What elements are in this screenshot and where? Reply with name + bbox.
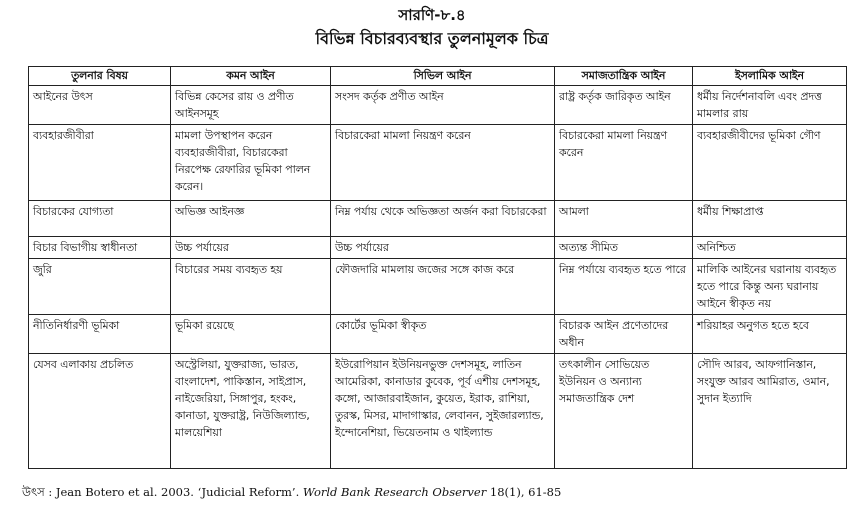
row-label: বিচার বিভাগীয় স্বাধীনতা — [29, 237, 171, 259]
table-cell: বিচারক আইন প্রণেতাদের অধীন — [555, 315, 693, 354]
table-cell: তৎকালীন সোভিয়েত ইউনিয়ন ও অন্যান্য সমাজতান্ত্রিক দেশ — [555, 354, 693, 469]
table-cell: ফৌজদারি মামলায় জজের সঙ্গে কাজ করে — [331, 259, 555, 315]
table-cell: সৌদি আরব, আফগানিস্তান, সংযুক্ত আরব আমিরাত, ওমান, সুদান ইত্যাদি — [693, 354, 847, 469]
row-label: বিচারকের যোগ্যতা — [29, 201, 171, 237]
table-cell: উচ্চ পর্যায়ের — [171, 237, 331, 259]
table-cell: অত্যন্ত সীমিত — [555, 237, 693, 259]
table-cell: বিচারের সময় ব্যবহৃত হয় — [171, 259, 331, 315]
table-cell: নিম্ন পর্যায় থেকে অভিজ্ঞতা অর্জন করা বিচারকেরা — [331, 201, 555, 237]
table-cell: কোর্টের ভূমিকা স্বীকৃত — [331, 315, 555, 354]
table-row — [29, 237, 847, 259]
column-header-socialist-law: সমাজতান্ত্রিক আইন — [555, 67, 693, 86]
comparison-table — [28, 66, 847, 469]
table-cell: মালিকি আইনের ঘরানায় ব্যবহৃত হতে পারে কিন্তু অন্য ঘরানায় আইনে স্বীকৃত নয় — [693, 259, 847, 315]
source-prefix: উৎস : Jean Botero et al. 2003. ‘Judicial Reform’. — [22, 485, 300, 499]
table-cell: বিচারকেরা মামলা নিয়ন্ত্রণ করেন — [331, 125, 555, 201]
table-row — [29, 315, 847, 354]
table-cell: মামলা উপস্থাপন করেন ব্যবহারজীবীরা, বিচারকেরা নিরপেক্ষ রেফারির ভূমিকা পালন করেন। — [171, 125, 331, 201]
column-header-islamic-law: ইসলামিক আইন — [693, 67, 847, 86]
table-number: সারণি-৮.৪ — [398, 6, 466, 24]
table-cell: অভিজ্ঞ আইনজ্ঞ — [171, 201, 331, 237]
table-row — [29, 354, 847, 469]
table-cell: শরিয়াহর অনুগত হতে হবে — [693, 315, 847, 354]
table-cell: আমলা — [555, 201, 693, 237]
table-cell: সংসদ কর্তৃক প্রণীত আইন — [331, 86, 555, 125]
table-cell: অনিশ্চিত — [693, 237, 847, 259]
header-row — [29, 67, 847, 86]
table-row — [29, 125, 847, 201]
table-cell: ব্যবহারজীবীদের ভূমিকা গৌণ — [693, 125, 847, 201]
table-cell: অস্ট্রেলিয়া, যুক্তরাজ্য, ভারত, বাংলাদেশ, পাকিস্তান, সাইপ্রাস, নাইজেরিয়া, সিঙ্গাপুর, হংকং, কানাডা, যুক্তরাষ্ট্র, নিউজিল্যান্ড, মালয়েশিয়া — [171, 354, 331, 469]
table-cell: ধর্মীয় নির্দেশনাবলি এবং প্রদত্ত মামলার রায় — [693, 86, 847, 125]
column-header-civil-law: সিভিল আইন — [331, 67, 555, 86]
row-label: যেসব এলাকায় প্রচলিত — [29, 354, 171, 469]
table-row — [29, 86, 847, 125]
table-cell: নিম্ন পর্যায়ে ব্যবহৃত হতে পারে — [555, 259, 693, 315]
table-cell: বিচারকেরা মামলা নিয়ন্ত্রণ করেন — [555, 125, 693, 201]
table-title: বিভিন্ন বিচারব্যবস্থার তুলনামূলক চিত্র — [315, 29, 549, 48]
table-cell: রাষ্ট্র কর্তৃক জারিকৃত আইন — [555, 86, 693, 125]
table-cell: ইউরোপিয়ান ইউনিয়নভুক্ত দেশসমূহ, লাতিন আমেরিকা, কানাডার কুবেক, পূর্ব এশীয় দেশসমূহ, কঙ্গো, আজারবাইজান, কুয়েত, ইরাক, রাশিয়া, তুরস্ক, মিসর, মাদাগাস্কার, লেবানন, সুইজারল্যান্ড, ইন্দোনেশিয়া, ভিয়েতনাম ও থাইল্যান্ড — [331, 354, 555, 469]
source-journal: World Bank Research Observer — [302, 485, 487, 499]
table-cell: বিভিন্ন কেসের রায় ও প্রণীত আইনসমূহ — [171, 86, 331, 125]
row-label: জুরি — [29, 259, 171, 315]
row-label: ব্যবহারজীবীরা — [29, 125, 171, 201]
source-suffix: 18(1), 61-85 — [489, 485, 562, 499]
table-row — [29, 259, 847, 315]
table-row — [29, 201, 847, 237]
table-cell: উচ্চ পর্যায়ের — [331, 237, 555, 259]
column-header-topic: তুলনার বিষয় — [29, 67, 171, 86]
row-label: নীতিনির্ধারণী ভূমিকা — [29, 315, 171, 354]
source-citation — [22, 484, 852, 503]
table-cell: ধর্মীয় শিক্ষাপ্রাপ্ত — [693, 201, 847, 237]
column-header-common-law: কমন আইন — [171, 67, 331, 86]
table-cell: ভূমিকা রয়েছে — [171, 315, 331, 354]
row-label: আইনের উৎস — [29, 86, 171, 125]
